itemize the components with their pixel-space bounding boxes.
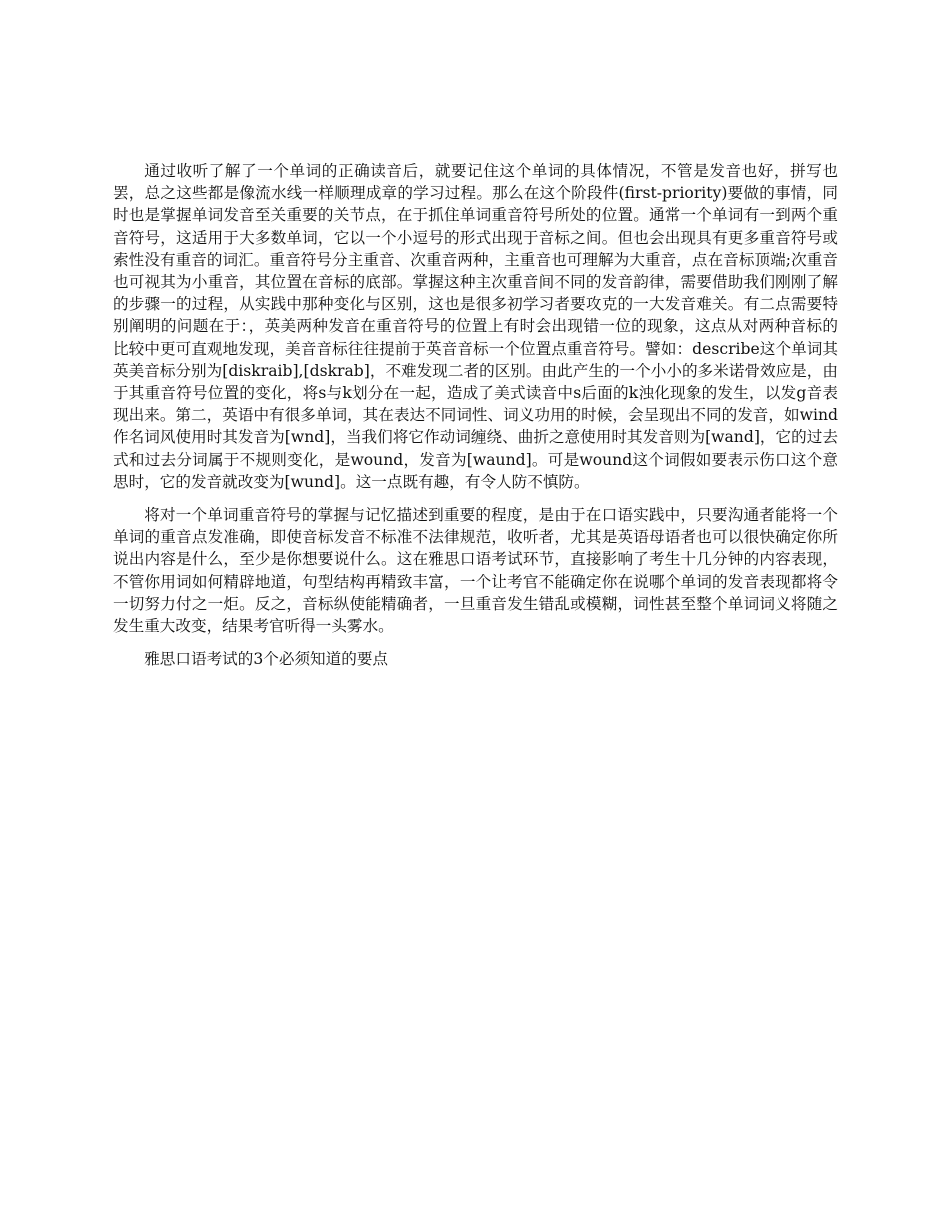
paragraph-3: 雅思口语考试的3个必须知道的要点 [144, 650, 389, 669]
document-body [113, 160, 838, 681]
paragraph-2: 将对一个单词重音符号的掌握与记忆描述到重要的程度，是由于在口语实践中，只要沟通者能将一个单词的重音点发准确，即使音标发音不标准不法律规范，收听者，尤其是英语母语者也可以很快确定你所说出内容是什么，至少是你想要说什么。这在雅思口语考试环节，直接影响了考生十几分钟的内容表现，不管你用词如何精辟地道，句型结构再精致丰富，一个让考官不能确定你在说哪个单词的发音表现都将令一切努力付之一炬。反之，音标纵使能精确者，一旦重音发生错乱或模糊，词性甚至整个单词词义将随之发生重大改变，结果考官听得一头雾水。 [113, 506, 838, 636]
paragraph-1: 通过收听了解了一个单词的正确读音后，就要记住这个单词的具体情况，不管是发音也好，拼写也罢，总之这些都是像流水线一样顺理成章的学习过程。那么在这个阶段件(first-priority)要做的事情，同时也是掌握单词发音至关重要的关节点，在于抓住单词重音符号所处的位置。通常一个单词有一到两个重音符号，这适用于大多数单词，它以一个小逗号的形式出现于音标之间。但也会出现具有更多重音符号或索性没有重音的词汇。重音符号分主重音、次重音两种，主重音也可理解为大重音，点在音标顶端;次重音也可视其为小重音，其位置在音标的底部。掌握这种主次重音间不同的发音韵律，需要借助我们刚刚了解的步骤一的过程，从实践中那种变化与区别，这也是很多初学习者要攻克的一大发音难关。有二点需要特别阐明的问题在于：，英美两种发音在重音符号的位置上有时会出现错一位的现象，这点从对两种音标的比较中更可直观地发现，美音音标往往提前于英音音标一个位置点重音符号。譬如：describe这个单词其英美音标分别为[diskraib],[dskrab]，不难发现二者的区别。由此产生的一个小小的多米诺骨效应是，由于其重音符号位置的变化，将s与k划分在一起，造成了美式读音中s后面的k浊化现象的发生，以发g音表现出来。第二，英语中有很多单词，其在表达不同词性、词义功用的时候，会呈现出不同的发音，如wind作名词风使用时其发音为[wnd]，当我们将它作动词缠绕、曲折之意使用时其发音则为[wand]，它的过去式和过去分词属于不规则变化，是wound，发音为[waund]。可是wound这个词假如要表示伤口这个意思时，它的发音就改变为[wund]。这一点既有趣，有令人防不慎防。 [113, 162, 838, 491]
